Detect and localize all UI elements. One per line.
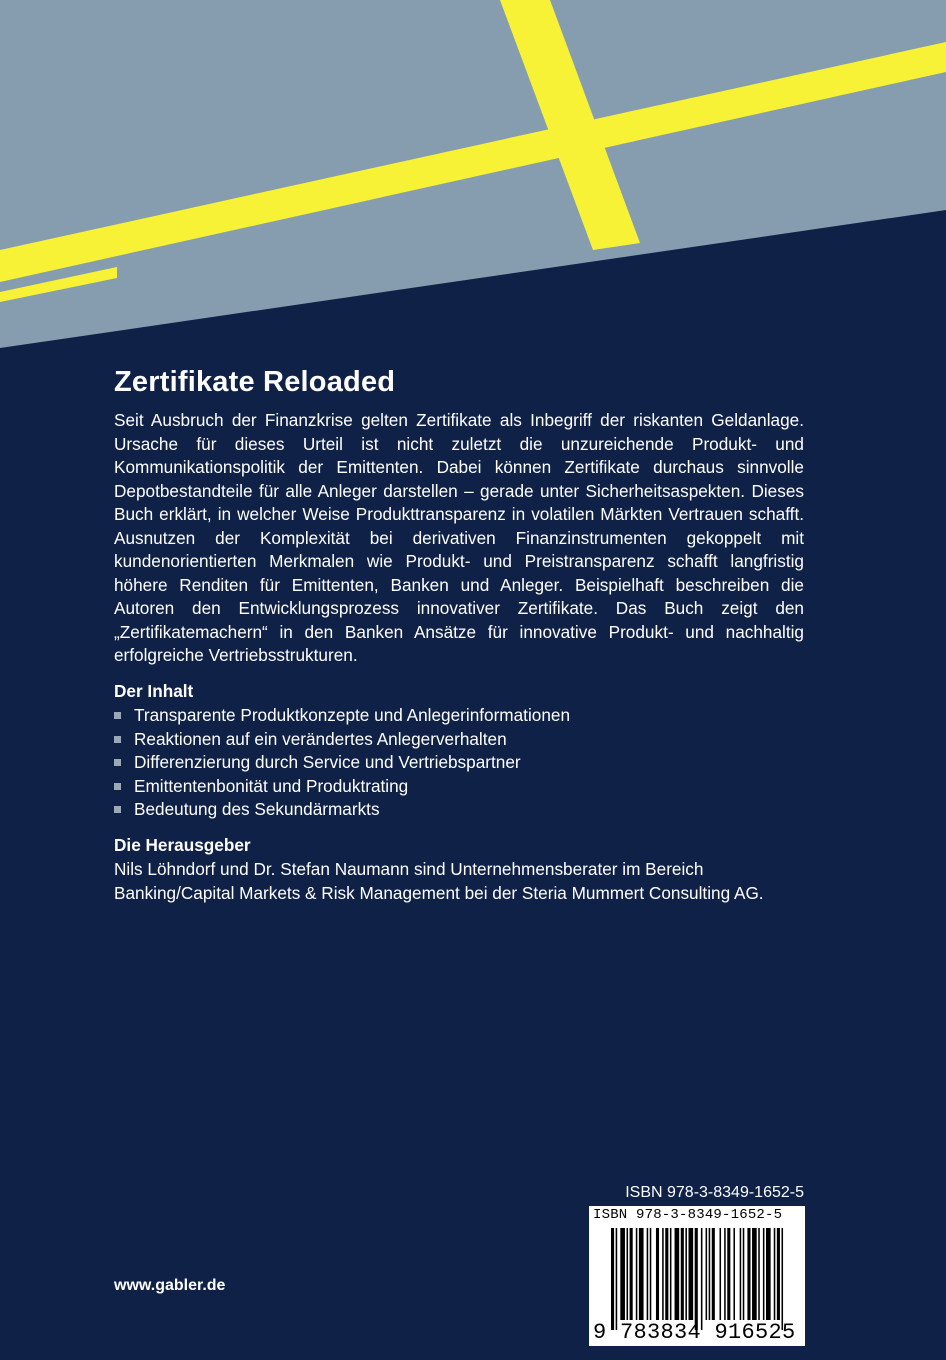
barcode-bar xyxy=(665,1228,668,1320)
barcode-bar xyxy=(782,1228,784,1330)
barcode-bar xyxy=(758,1228,760,1320)
barcode-digits: 9 783834 916525 xyxy=(593,1320,796,1345)
editors-section xyxy=(114,858,804,905)
list-item: Emittentenbonität und Produktrating xyxy=(114,775,804,799)
barcode-bar xyxy=(611,1228,614,1330)
list-item: Bedeutung des Sekundärmarkts xyxy=(114,798,804,822)
contents-heading: Der Inhalt xyxy=(114,680,194,701)
barcode-bar xyxy=(630,1228,633,1320)
barcode-bar xyxy=(639,1228,644,1320)
barcode-bar xyxy=(670,1228,672,1320)
barcode-bar xyxy=(766,1228,771,1320)
book-description xyxy=(114,409,804,668)
square-bullet-icon xyxy=(114,806,121,813)
square-bullet-icon xyxy=(114,736,121,743)
description-text: Seit Ausbruch der Finanzkrise gelten Zertifikate als Inbegriff der riskanten Geldanlage. Ursache für dieses Urteil ist nicht zuletzt die unzureichende Produkt- und Kommunikationspolitik der Emittenten. Dabei können Zertifikate durchaus sinnvolle Depotbestandteile für alle Anleger darstellen – gerade unter Sicherheitsaspekten. Dieses Buch erklärt, in welcher Weise Produkttransparenz in volatilen Märkten Vertrauen schafft. Ausnutzen der Komplexität bei derivativen Finanzinstrumenten gekoppelt mit kundenorientierten Merkmalen wie Produkt- und Preistransparenz schafft langfristig höhere Renditen für Emittenten, Banken und Anleger. Beispielhaft beschreiben die Autoren den Entwicklungsprozess innovativer Zertifikate. Das Buch zeigt den „Zertifikatemachern“ in den Banken Ansätze für innovative Produkt- und nachhaltig erfolgreiche Vertriebsstrukturen. xyxy=(114,410,804,665)
barcode-bar xyxy=(675,1228,680,1320)
square-bullet-icon xyxy=(114,712,121,719)
barcode-bar xyxy=(650,1228,652,1320)
barcode-bar xyxy=(695,1228,698,1330)
barcode-bar xyxy=(740,1228,742,1320)
back-cover-text xyxy=(114,366,804,905)
barcode-bar xyxy=(777,1228,780,1320)
barcode-bar xyxy=(681,1228,684,1320)
barcode-bar xyxy=(656,1228,659,1320)
book-title: Zertifikate Reloaded xyxy=(114,366,396,398)
barcode-bar xyxy=(685,1228,687,1320)
list-item: Transparente Produktkonzepte und Anlegerinformationen xyxy=(114,704,804,728)
editors-text: Nils Löhndorf und Dr. Stefan Naumann sind Unternehmensberater im Bereich Banking/Capital Markets & Risk Management bei der Steria Mummert Consulting AG. xyxy=(114,859,764,903)
isbn-label: ISBN 978-3-8349-1652-5 xyxy=(625,1184,804,1201)
list-item: Reaktionen auf ein verändertes Anlegerverhalten xyxy=(114,728,804,752)
barcode-bar xyxy=(727,1228,730,1320)
barcode-bar xyxy=(733,1228,735,1320)
barcode-bar xyxy=(620,1228,625,1320)
list-item: Differenzierung durch Service und Vertriebspartner xyxy=(114,751,804,775)
barcode-bar xyxy=(616,1228,618,1330)
barcode-bar xyxy=(701,1228,703,1330)
cover-graphic xyxy=(0,0,946,360)
barcode-bar xyxy=(712,1228,715,1320)
barcode-bar xyxy=(743,1228,745,1320)
contents-list xyxy=(114,704,804,822)
barcode-bar xyxy=(709,1228,711,1320)
barcode-bar xyxy=(627,1228,629,1320)
barcode-bar xyxy=(720,1228,722,1320)
barcode-bar xyxy=(763,1228,765,1320)
barcode-bar xyxy=(724,1228,726,1320)
barcode-bar xyxy=(647,1228,649,1320)
barcode-isbn-text: ISBN 978-3-8349-1652-5 xyxy=(593,1207,783,1223)
editors-heading: Die Herausgeber xyxy=(114,834,251,855)
square-bullet-icon xyxy=(114,759,121,766)
barcode-bar xyxy=(774,1228,776,1320)
isbn-barcode xyxy=(589,1206,805,1346)
barcode-bar xyxy=(752,1228,757,1320)
barcode-bar xyxy=(747,1228,750,1320)
publisher-website: www.gabler.de xyxy=(114,1277,226,1294)
barcode-bar xyxy=(689,1228,694,1320)
barcode-bar xyxy=(706,1228,708,1320)
barcode-bar xyxy=(636,1228,638,1320)
square-bullet-icon xyxy=(114,783,121,790)
barcode-bar xyxy=(662,1228,664,1320)
